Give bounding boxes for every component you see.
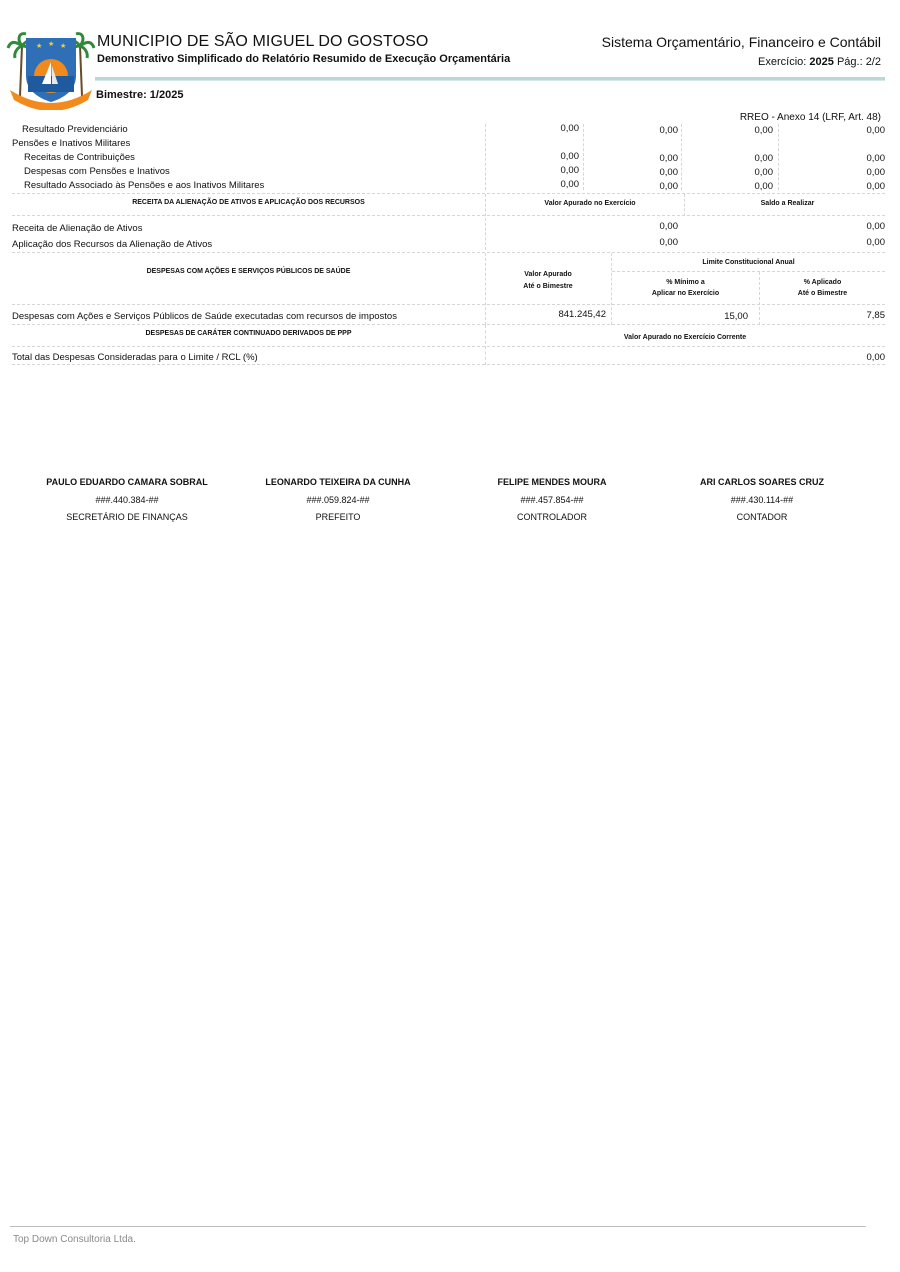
signer-document: ###.430.114-##: [730, 495, 794, 505]
value-cell: 0,00: [659, 237, 678, 248]
exercise-label: Exercício:: [758, 56, 807, 68]
row-divider: [12, 324, 885, 325]
value-cell: 0,00: [560, 165, 579, 176]
value-cell: 0,00: [560, 179, 579, 190]
exercise-info: [758, 56, 881, 68]
column-header: Saldo a Realizar: [760, 200, 815, 207]
value-cell: 0,00: [866, 153, 885, 164]
value-cell: 0,00: [560, 151, 579, 162]
row-label-despesas-saude: Despesas com Ações e Serviços Públicos de Saúde executadas com recursos de impostos: [12, 311, 397, 322]
row-label-resultado-pensoes: Resultado Associado às Pensões e aos Inativos Militares: [24, 180, 265, 191]
row-divider: [12, 346, 885, 347]
column-divider: [778, 124, 779, 190]
footer-divider: [10, 1226, 866, 1227]
row-divider: [12, 193, 885, 194]
row-label-pensoes-inativos-militares: Pensões e Inativos Militares: [12, 138, 131, 149]
page-number: Pág.: 2/2: [836, 56, 881, 68]
column-header: Até o Bimestre: [523, 283, 573, 290]
value-cell: 0,00: [754, 167, 773, 178]
value-cell: 0,00: [754, 125, 773, 136]
value-cell: 7,85: [866, 310, 885, 321]
section-heading: RECEITA DA ALIENAÇÃO DE ATIVOS E APLICAÇÃO DOS RECURSOS: [132, 199, 365, 206]
row-label-resultado-previdenciario: Resultado Previdenciário: [22, 124, 128, 135]
column-divider: [681, 124, 682, 190]
signer-name: LEONARDO TEIXEIRA DA CUNHA: [265, 477, 411, 487]
value-cell: 0,00: [659, 167, 678, 178]
value-cell: 0,00: [866, 125, 885, 136]
column-header: Valor Apurado no Exercício: [544, 200, 636, 207]
municipality-title: MUNICIPIO DE SÃO MIGUEL DO GOSTOSO: [97, 33, 429, 50]
value-cell: 0,00: [659, 153, 678, 164]
row-divider: [12, 304, 885, 305]
svg-text:★: ★: [60, 42, 67, 50]
column-header: % Mínimo a: [666, 279, 705, 286]
signer-name: ARI CARLOS SOARES CRUZ: [699, 477, 824, 487]
signer-name: FELIPE MENDES MOURA: [497, 477, 607, 487]
row-label-total-despesas-rcl: Total das Despesas Consideradas para o Limite / RCL (%): [12, 352, 258, 363]
value-cell: 841.245,42: [558, 309, 606, 320]
municipal-coat-of-arms: [6, 26, 96, 110]
signer-name: PAULO EDUARDO CAMARA SOBRAL: [46, 477, 208, 487]
system-name: Sistema Orçamentário, Financeiro e Contábil: [601, 34, 881, 50]
exercise-year: 2025: [809, 56, 834, 68]
column-header: Até o Bimestre: [797, 290, 848, 297]
value-cell: 15,00: [724, 311, 748, 322]
signer-document: ###.059.824-##: [306, 495, 370, 505]
signer-document: ###.457.854-##: [520, 495, 584, 505]
value-cell: 0,00: [866, 221, 885, 232]
svg-text:★: ★: [48, 40, 55, 48]
value-cell: 0,00: [754, 181, 773, 192]
column-divider: [583, 124, 584, 190]
value-cell: 0,00: [659, 221, 678, 232]
value-cell: 0,00: [754, 153, 773, 164]
row-label-despesas-pensoes: Despesas com Pensões e Inativos: [24, 166, 170, 177]
bimester-label: Bimestre: 1/2025: [96, 89, 184, 101]
column-divider: [485, 194, 486, 250]
column-divider: [684, 194, 685, 216]
report-subtitle: Demonstrativo Simplificado do Relatório Resumido de Execução Orçamentária: [97, 53, 511, 65]
row-label-receitas-contribuicoes: Receitas de Contribuições: [24, 152, 135, 163]
footer-company: Top Down Consultoria Ltda.: [13, 1234, 136, 1245]
value-cell: 0,00: [659, 125, 678, 136]
column-header: % Aplicado: [803, 279, 842, 286]
row-divider: [12, 364, 885, 365]
column-divider: [485, 325, 486, 365]
signer-role: PREFEITO: [315, 512, 361, 522]
row-label-receita-alienacao: Receita de Alienação de Ativos: [12, 223, 143, 234]
annex-reference: RREO - Anexo 14 (LRF, Art. 48): [739, 112, 881, 123]
signer-role: SECRETÁRIO DE FINANÇAS: [66, 512, 188, 522]
row-divider: [12, 252, 885, 253]
row-divider: [12, 215, 885, 216]
column-divider: [485, 124, 486, 190]
value-cell: 0,00: [866, 352, 885, 363]
column-header: Aplicar no Exercício: [651, 290, 720, 297]
signer-document: ###.440.384-##: [95, 495, 159, 505]
value-cell: 0,00: [866, 167, 885, 178]
column-header: Valor Apurado: [524, 271, 572, 278]
signer-role: CONTROLADOR: [516, 512, 587, 522]
section-heading: DESPESAS COM AÇÕES E SERVIÇOS PÚBLICOS DE SAÚDE: [146, 268, 351, 275]
header-divider: [95, 77, 885, 81]
row-divider: [612, 271, 885, 272]
section-heading: DESPESAS DE CARÁTER CONTINUADO DERIVADOS DE PPP: [145, 330, 352, 337]
value-cell: 0,00: [866, 237, 885, 248]
row-label-aplicacao-recursos: Aplicação dos Recursos da Alienação de Ativos: [12, 239, 213, 250]
svg-text:★: ★: [36, 42, 43, 50]
column-header: Limite Constitucional Anual: [702, 259, 795, 266]
value-cell: 0,00: [560, 123, 579, 134]
value-cell: 0,00: [659, 181, 678, 192]
value-cell: 0,00: [866, 181, 885, 192]
column-header: Valor Apurado no Exercício Corrente: [623, 334, 747, 341]
signer-role: CONTADOR: [736, 512, 788, 522]
